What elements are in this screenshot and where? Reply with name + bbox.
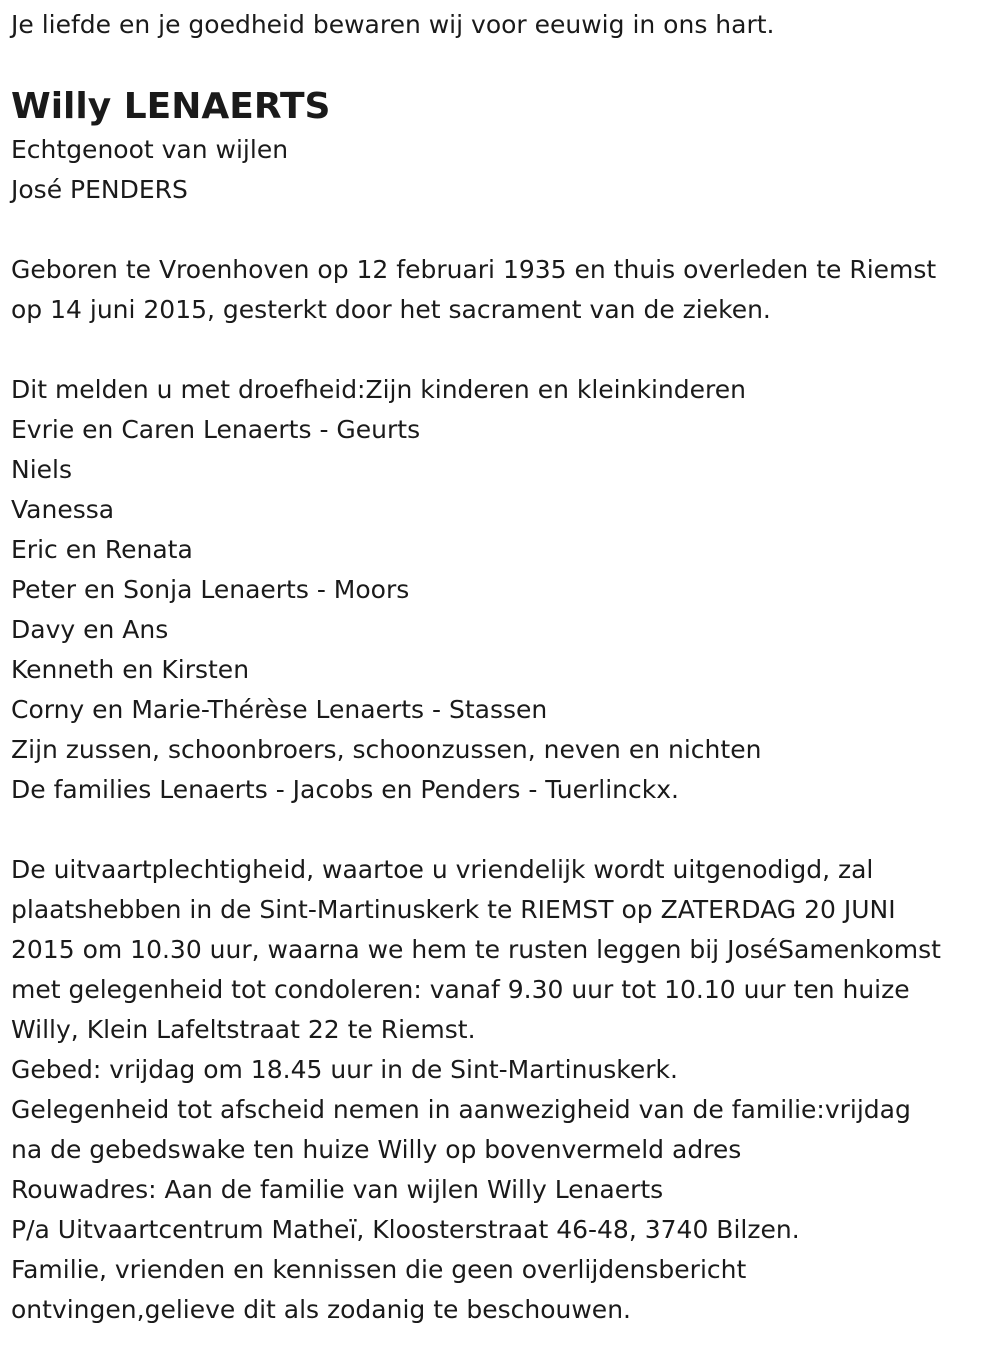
- funeral-line: Willy, Klein Lafeltstraat 22 te Riemst.: [11, 1015, 476, 1044]
- mourners-line: Niels: [11, 455, 72, 484]
- birth-death-line: Geboren te Vroenhoven op 12 februari 1935 en thuis overleden te Riemst: [11, 255, 937, 284]
- funeral-block: [11, 850, 996, 1330]
- intro-quote: Je liefde en je goedheid bewaren wij voor eeuwig in ons hart.: [11, 10, 775, 39]
- funeral-line: ontvingen,gelieve dit als zodanig te beschouwen.: [11, 1295, 631, 1324]
- paragraph-spacer: [11, 210, 996, 250]
- mourners-line: Zijn zussen, schoonbroers, schoonzussen, neven en nichten: [11, 735, 762, 764]
- funeral-line: na de gebedswake ten huize Willy op bovenvermeld adres: [11, 1135, 742, 1164]
- spouse-line: José PENDERS: [11, 175, 188, 204]
- deceased-name: Willy LENAERTS: [11, 86, 331, 127]
- birth-death-block: [11, 250, 996, 330]
- obituary-document: [11, 0, 996, 1330]
- paragraph-spacer: [11, 330, 996, 370]
- mourners-line: Davy en Ans: [11, 615, 169, 644]
- mourners-line: Eric en Renata: [11, 535, 193, 564]
- funeral-line: Familie, vrienden en kennissen die geen overlijdensbericht: [11, 1255, 747, 1284]
- birth-death-line: op 14 juni 2015, gesterkt door het sacrament van de zieken.: [11, 295, 771, 324]
- mourners-line: Kenneth en Kirsten: [11, 655, 250, 684]
- mourners-line: Evrie en Caren Lenaerts - Geurts: [11, 415, 421, 444]
- funeral-line: Gelegenheid tot afscheid nemen in aanwezigheid van de familie:vrijdag: [11, 1095, 911, 1124]
- mourners-line: Corny en Marie-Thérèse Lenaerts - Stassen: [11, 695, 548, 724]
- funeral-line: Rouwadres: Aan de familie van wijlen Willy Lenaerts: [11, 1175, 664, 1204]
- mourners-line: Dit melden u met droefheid:Zijn kinderen en kleinkinderen: [11, 375, 746, 404]
- mourners-block: [11, 370, 996, 810]
- funeral-line: met gelegenheid tot condoleren: vanaf 9.30 uur tot 10.10 uur ten huize: [11, 975, 910, 1004]
- funeral-line: P/a Uitvaartcentrum Matheï, Kloosterstraat 46-48, 3740 Bilzen.: [11, 1215, 800, 1244]
- funeral-line: De uitvaartplechtigheid, waartoe u vriendelijk wordt uitgenodigd, zal: [11, 855, 874, 884]
- funeral-line: 2015 om 10.30 uur, waarna we hem te rusten leggen bij JoséSamenkomst: [11, 935, 941, 964]
- funeral-line: Gebed: vrijdag om 18.45 uur in de Sint-Martinuskerk.: [11, 1055, 678, 1084]
- mourners-line: Vanessa: [11, 495, 115, 524]
- funeral-line: plaatshebben in de Sint-Martinuskerk te RIEMST op ZATERDAG 20 JUNI: [11, 895, 896, 924]
- spouse-block: [11, 130, 996, 210]
- mourners-line: Peter en Sonja Lenaerts - Moors: [11, 575, 410, 604]
- spouse-line: Echtgenoot van wijlen: [11, 135, 289, 164]
- mourners-line: De families Lenaerts - Jacobs en Penders - Tuerlinckx.: [11, 775, 679, 804]
- paragraph-spacer: [11, 810, 996, 850]
